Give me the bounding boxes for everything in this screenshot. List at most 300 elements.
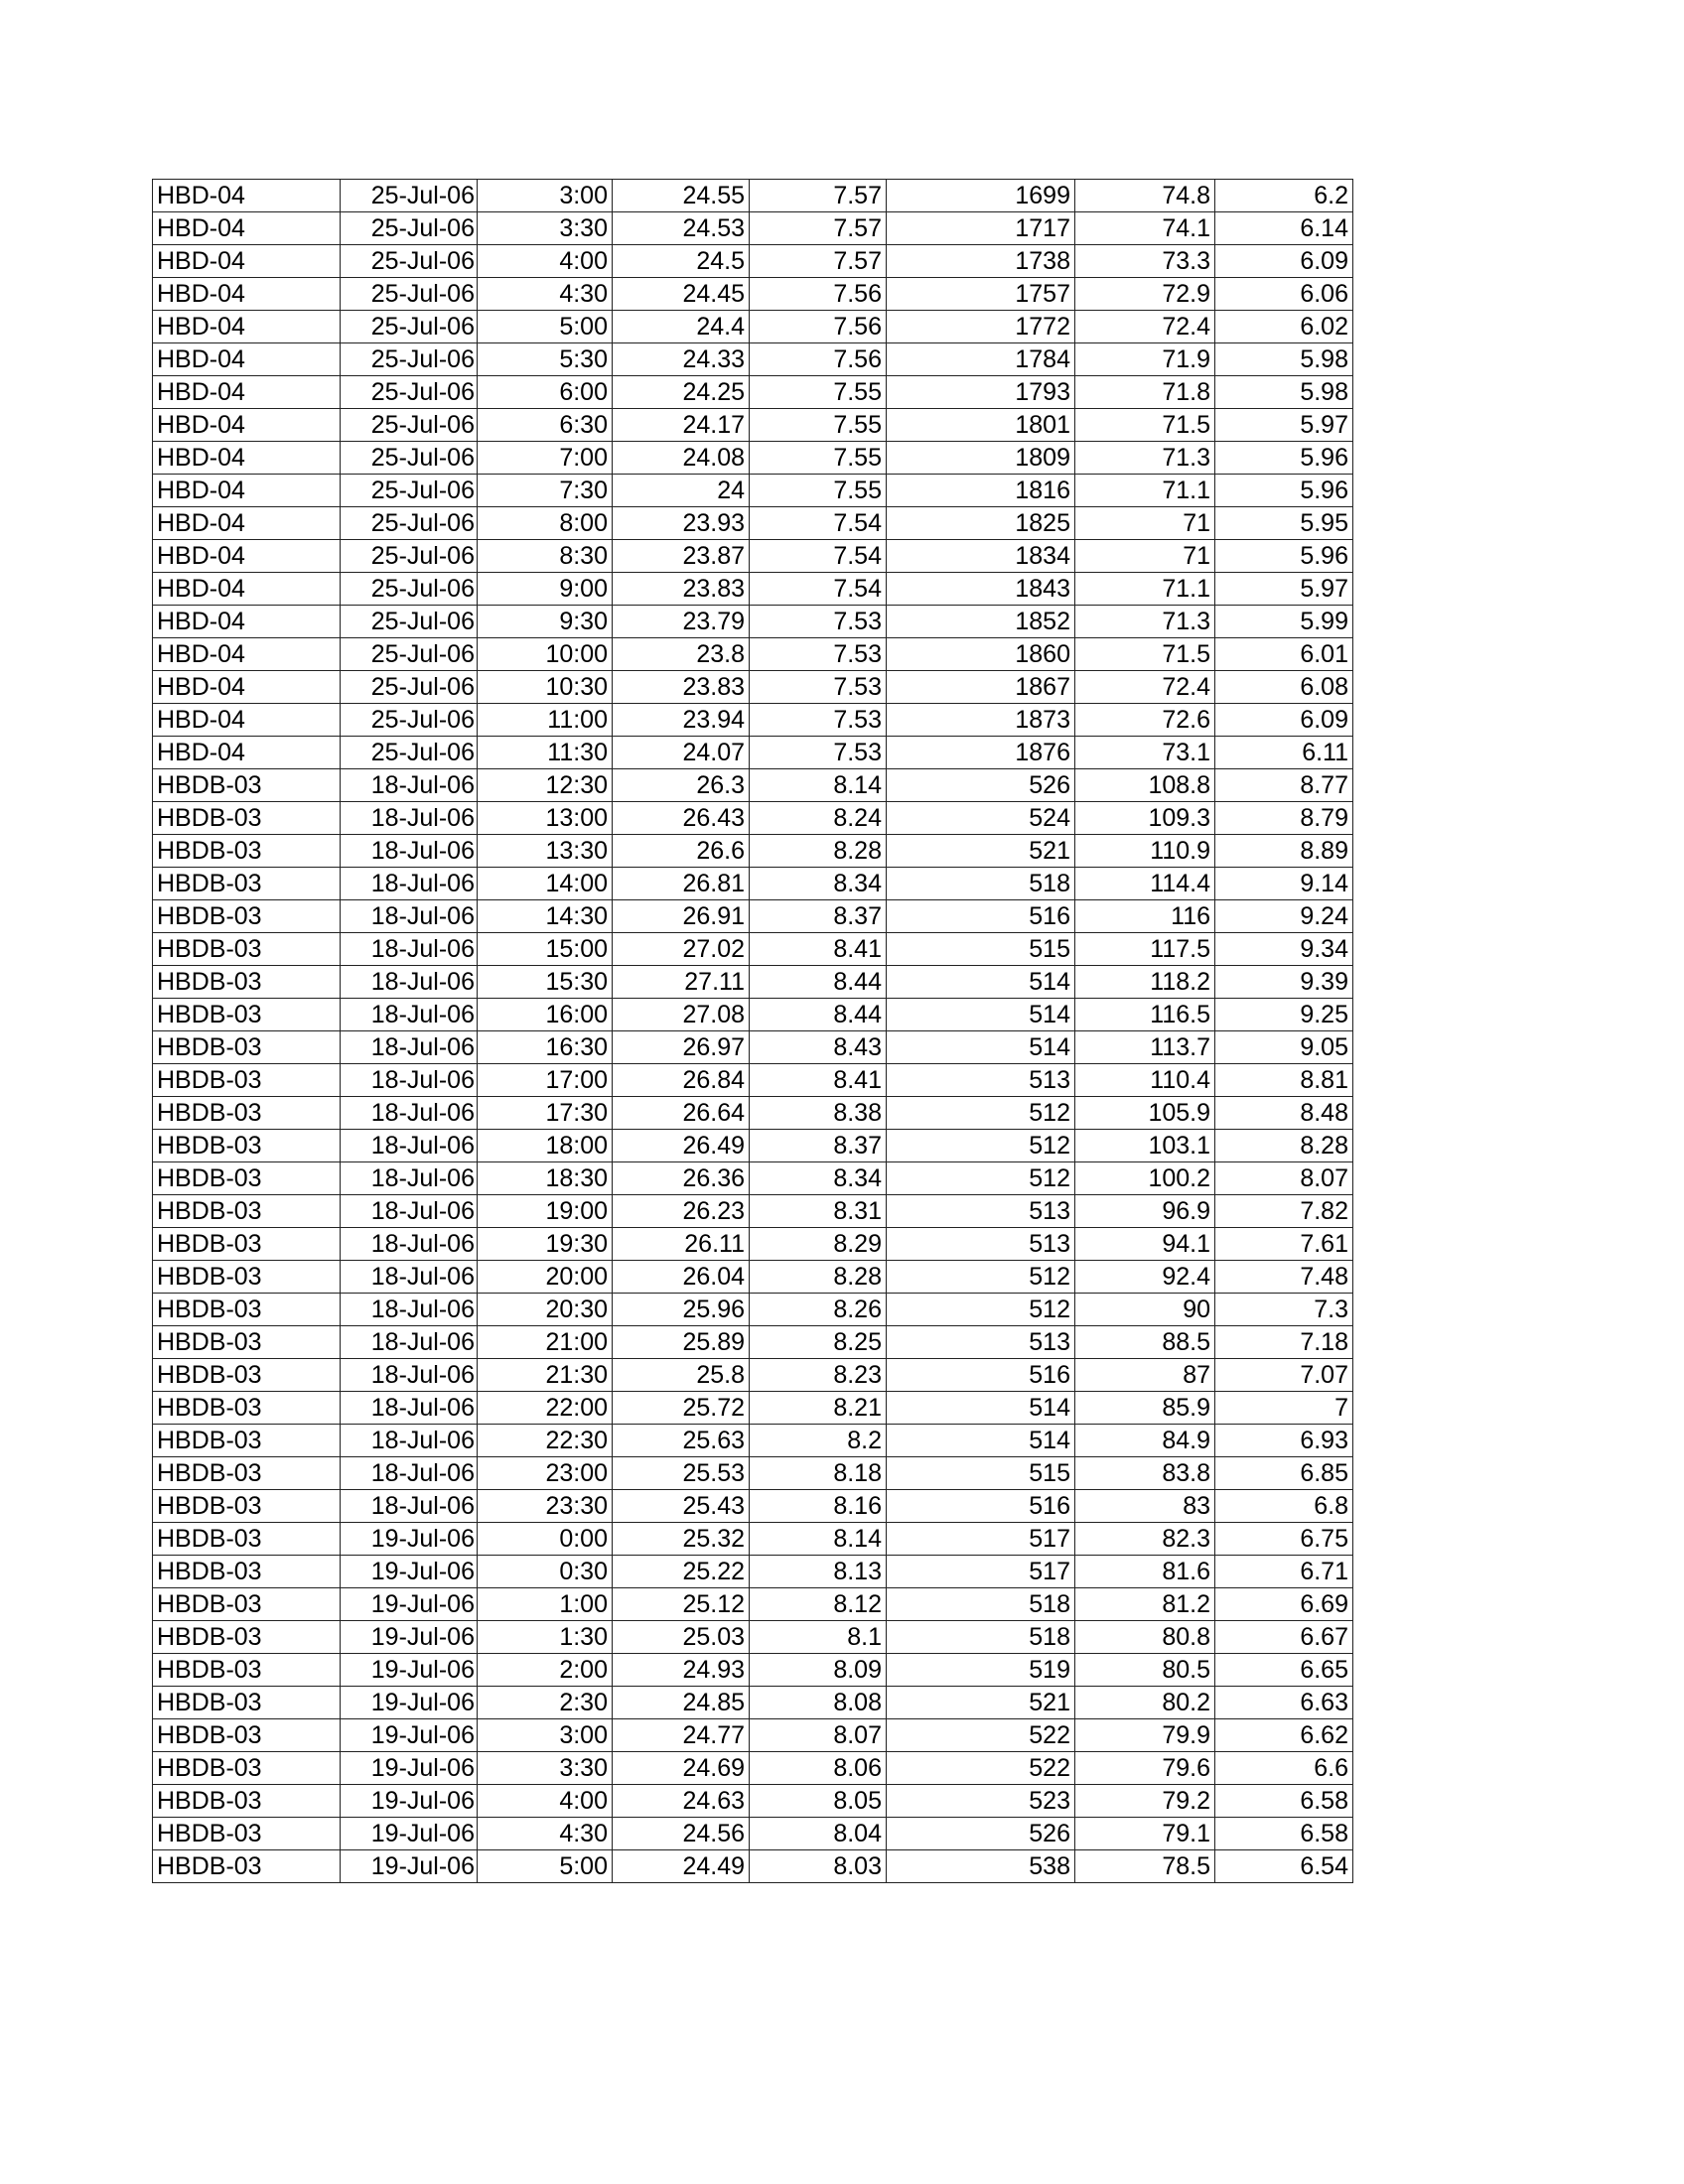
value-cell: 7.48 <box>1215 1261 1353 1294</box>
table-row <box>153 540 1353 573</box>
station-id-cell: HBDB-03 <box>153 1392 341 1425</box>
time-cell: 11:30 <box>478 737 613 769</box>
date-cell: 18-Jul-06 <box>341 1162 478 1195</box>
value-cell: 8.18 <box>750 1457 887 1490</box>
value-cell: 73.3 <box>1075 245 1215 278</box>
value-cell: 1757 <box>887 278 1075 311</box>
value-cell: 7.53 <box>750 704 887 737</box>
value-cell: 5.97 <box>1215 573 1353 606</box>
value-cell: 94.1 <box>1075 1228 1215 1261</box>
table-body <box>153 180 1353 1883</box>
table-row <box>153 1294 1353 1326</box>
value-cell: 116 <box>1075 900 1215 933</box>
time-cell: 17:00 <box>478 1064 613 1097</box>
value-cell: 1876 <box>887 737 1075 769</box>
value-cell: 538 <box>887 1850 1075 1883</box>
value-cell: 23.93 <box>613 507 750 540</box>
value-cell: 1843 <box>887 573 1075 606</box>
value-cell: 513 <box>887 1195 1075 1228</box>
date-cell: 18-Jul-06 <box>341 1490 478 1523</box>
time-cell: 15:30 <box>478 966 613 999</box>
value-cell: 8.44 <box>750 966 887 999</box>
value-cell: 6.8 <box>1215 1490 1353 1523</box>
time-cell: 20:30 <box>478 1294 613 1326</box>
time-cell: 3:00 <box>478 180 613 212</box>
value-cell: 1793 <box>887 376 1075 409</box>
time-cell: 16:30 <box>478 1031 613 1064</box>
value-cell: 81.6 <box>1075 1556 1215 1588</box>
value-cell: 7.54 <box>750 573 887 606</box>
date-cell: 19-Jul-06 <box>341 1556 478 1588</box>
value-cell: 24.08 <box>613 442 750 475</box>
value-cell: 8.12 <box>750 1588 887 1621</box>
time-cell: 22:00 <box>478 1392 613 1425</box>
value-cell: 7.54 <box>750 540 887 573</box>
time-cell: 10:30 <box>478 671 613 704</box>
value-cell: 7.55 <box>750 442 887 475</box>
value-cell: 117.5 <box>1075 933 1215 966</box>
value-cell: 24.77 <box>613 1719 750 1752</box>
date-cell: 25-Jul-06 <box>341 245 478 278</box>
date-cell: 25-Jul-06 <box>341 507 478 540</box>
value-cell: 6.09 <box>1215 704 1353 737</box>
value-cell: 7 <box>1215 1392 1353 1425</box>
value-cell: 71.9 <box>1075 343 1215 376</box>
value-cell: 26.84 <box>613 1064 750 1097</box>
value-cell: 7.56 <box>750 278 887 311</box>
station-id-cell: HBDB-03 <box>153 999 341 1031</box>
table-row <box>153 1359 1353 1392</box>
time-cell: 12:30 <box>478 769 613 802</box>
station-id-cell: HBDB-03 <box>153 1031 341 1064</box>
value-cell: 8.1 <box>750 1621 887 1654</box>
value-cell: 8.14 <box>750 769 887 802</box>
station-id-cell: HBDB-03 <box>153 1064 341 1097</box>
table-row <box>153 999 1353 1031</box>
value-cell: 8.81 <box>1215 1064 1353 1097</box>
time-cell: 0:00 <box>478 1523 613 1556</box>
value-cell: 516 <box>887 900 1075 933</box>
value-cell: 26.23 <box>613 1195 750 1228</box>
station-id-cell: HBD-04 <box>153 540 341 573</box>
station-id-cell: HBDB-03 <box>153 1130 341 1162</box>
value-cell: 1699 <box>887 180 1075 212</box>
value-cell: 71 <box>1075 540 1215 573</box>
time-cell: 20:00 <box>478 1261 613 1294</box>
table-row <box>153 638 1353 671</box>
table-row <box>153 1556 1353 1588</box>
station-id-cell: HBDB-03 <box>153 1162 341 1195</box>
time-cell: 4:30 <box>478 1818 613 1850</box>
value-cell: 512 <box>887 1261 1075 1294</box>
station-id-cell: HBDB-03 <box>153 1523 341 1556</box>
value-cell: 24.5 <box>613 245 750 278</box>
value-cell: 26.91 <box>613 900 750 933</box>
value-cell: 522 <box>887 1752 1075 1785</box>
station-id-cell: HBD-04 <box>153 507 341 540</box>
value-cell: 514 <box>887 1425 1075 1457</box>
value-cell: 25.89 <box>613 1326 750 1359</box>
station-id-cell: HBD-04 <box>153 245 341 278</box>
value-cell: 7.53 <box>750 638 887 671</box>
table-row <box>153 1752 1353 1785</box>
value-cell: 26.3 <box>613 769 750 802</box>
table-row <box>153 409 1353 442</box>
value-cell: 6.01 <box>1215 638 1353 671</box>
time-cell: 10:00 <box>478 638 613 671</box>
value-cell: 79.1 <box>1075 1818 1215 1850</box>
value-cell: 84.9 <box>1075 1425 1215 1457</box>
value-cell: 523 <box>887 1785 1075 1818</box>
date-cell: 18-Jul-06 <box>341 1294 478 1326</box>
value-cell: 526 <box>887 769 1075 802</box>
value-cell: 516 <box>887 1359 1075 1392</box>
value-cell: 72.9 <box>1075 278 1215 311</box>
value-cell: 1852 <box>887 606 1075 638</box>
table-row <box>153 769 1353 802</box>
value-cell: 8.77 <box>1215 769 1353 802</box>
value-cell: 8.43 <box>750 1031 887 1064</box>
value-cell: 118.2 <box>1075 966 1215 999</box>
time-cell: 23:30 <box>478 1490 613 1523</box>
table-row <box>153 311 1353 343</box>
date-cell: 18-Jul-06 <box>341 1326 478 1359</box>
time-cell: 19:30 <box>478 1228 613 1261</box>
station-id-cell: HBDB-03 <box>153 1359 341 1392</box>
table-row <box>153 1523 1353 1556</box>
value-cell: 7.56 <box>750 343 887 376</box>
time-cell: 5:30 <box>478 343 613 376</box>
value-cell: 6.67 <box>1215 1621 1353 1654</box>
table-row <box>153 1785 1353 1818</box>
value-cell: 114.4 <box>1075 868 1215 900</box>
table-row <box>153 1490 1353 1523</box>
value-cell: 7.56 <box>750 311 887 343</box>
value-cell: 6.58 <box>1215 1785 1353 1818</box>
value-cell: 23.94 <box>613 704 750 737</box>
value-cell: 25.72 <box>613 1392 750 1425</box>
station-id-cell: HBDB-03 <box>153 835 341 868</box>
table-row <box>153 737 1353 769</box>
date-cell: 18-Jul-06 <box>341 802 478 835</box>
value-cell: 8.13 <box>750 1556 887 1588</box>
value-cell: 26.36 <box>613 1162 750 1195</box>
station-id-cell: HBDB-03 <box>153 1818 341 1850</box>
time-cell: 21:30 <box>478 1359 613 1392</box>
value-cell: 26.81 <box>613 868 750 900</box>
station-id-cell: HBDB-03 <box>153 1097 341 1130</box>
value-cell: 24.25 <box>613 376 750 409</box>
value-cell: 8.38 <box>750 1097 887 1130</box>
time-cell: 5:00 <box>478 1850 613 1883</box>
value-cell: 1809 <box>887 442 1075 475</box>
time-cell: 18:30 <box>478 1162 613 1195</box>
station-id-cell: HBDB-03 <box>153 1588 341 1621</box>
value-cell: 9.39 <box>1215 966 1353 999</box>
table-row <box>153 507 1353 540</box>
time-cell: 7:00 <box>478 442 613 475</box>
table-row <box>153 966 1353 999</box>
value-cell: 1816 <box>887 475 1075 507</box>
time-cell: 4:30 <box>478 278 613 311</box>
value-cell: 8.48 <box>1215 1097 1353 1130</box>
table-row <box>153 1031 1353 1064</box>
value-cell: 1834 <box>887 540 1075 573</box>
value-cell: 116.5 <box>1075 999 1215 1031</box>
time-cell: 1:00 <box>478 1588 613 1621</box>
date-cell: 25-Jul-06 <box>341 704 478 737</box>
date-cell: 25-Jul-06 <box>341 278 478 311</box>
value-cell: 8.28 <box>1215 1130 1353 1162</box>
table-row <box>153 1588 1353 1621</box>
value-cell: 6.14 <box>1215 212 1353 245</box>
time-cell: 13:00 <box>478 802 613 835</box>
value-cell: 6.58 <box>1215 1818 1353 1850</box>
value-cell: 25.43 <box>613 1490 750 1523</box>
date-cell: 18-Jul-06 <box>341 966 478 999</box>
value-cell: 7.57 <box>750 245 887 278</box>
station-id-cell: HBD-04 <box>153 409 341 442</box>
time-cell: 17:30 <box>478 1097 613 1130</box>
time-cell: 3:30 <box>478 1752 613 1785</box>
time-cell: 2:00 <box>478 1654 613 1687</box>
date-cell: 19-Jul-06 <box>341 1687 478 1719</box>
value-cell: 6.75 <box>1215 1523 1353 1556</box>
table-row <box>153 1392 1353 1425</box>
value-cell: 71.3 <box>1075 606 1215 638</box>
date-cell: 18-Jul-06 <box>341 999 478 1031</box>
value-cell: 9.24 <box>1215 900 1353 933</box>
value-cell: 8.44 <box>750 999 887 1031</box>
time-cell: 7:30 <box>478 475 613 507</box>
table-row <box>153 212 1353 245</box>
value-cell: 513 <box>887 1326 1075 1359</box>
table-row <box>153 180 1353 212</box>
table-row <box>153 1425 1353 1457</box>
table-row <box>153 900 1353 933</box>
value-cell: 7.18 <box>1215 1326 1353 1359</box>
value-cell: 92.4 <box>1075 1261 1215 1294</box>
value-cell: 26.43 <box>613 802 750 835</box>
value-cell: 25.03 <box>613 1621 750 1654</box>
value-cell: 27.02 <box>613 933 750 966</box>
table-row <box>153 1130 1353 1162</box>
value-cell: 8.06 <box>750 1752 887 1785</box>
value-cell: 8.41 <box>750 1064 887 1097</box>
value-cell: 8.04 <box>750 1818 887 1850</box>
time-cell: 0:30 <box>478 1556 613 1588</box>
station-id-cell: HBD-04 <box>153 606 341 638</box>
time-cell: 16:00 <box>478 999 613 1031</box>
date-cell: 25-Jul-06 <box>341 638 478 671</box>
value-cell: 524 <box>887 802 1075 835</box>
date-cell: 18-Jul-06 <box>341 900 478 933</box>
station-id-cell: HBDB-03 <box>153 1294 341 1326</box>
time-cell: 14:30 <box>478 900 613 933</box>
time-cell: 3:30 <box>478 212 613 245</box>
value-cell: 71.8 <box>1075 376 1215 409</box>
value-cell: 517 <box>887 1556 1075 1588</box>
value-cell: 7.61 <box>1215 1228 1353 1261</box>
time-cell: 3:00 <box>478 1719 613 1752</box>
value-cell: 8.37 <box>750 1130 887 1162</box>
value-cell: 26.64 <box>613 1097 750 1130</box>
station-id-cell: HBDB-03 <box>153 1425 341 1457</box>
value-cell: 73.1 <box>1075 737 1215 769</box>
value-cell: 8.07 <box>750 1719 887 1752</box>
station-id-cell: HBDB-03 <box>153 1654 341 1687</box>
date-cell: 25-Jul-06 <box>341 180 478 212</box>
value-cell: 6.54 <box>1215 1850 1353 1883</box>
value-cell: 108.8 <box>1075 769 1215 802</box>
value-cell: 8.09 <box>750 1654 887 1687</box>
value-cell: 8.41 <box>750 933 887 966</box>
data-table <box>152 179 1353 1883</box>
value-cell: 513 <box>887 1228 1075 1261</box>
date-cell: 25-Jul-06 <box>341 311 478 343</box>
value-cell: 23.87 <box>613 540 750 573</box>
station-id-cell: HBD-04 <box>153 737 341 769</box>
station-id-cell: HBD-04 <box>153 704 341 737</box>
station-id-cell: HBD-04 <box>153 638 341 671</box>
time-cell: 18:00 <box>478 1130 613 1162</box>
table-row <box>153 573 1353 606</box>
station-id-cell: HBDB-03 <box>153 1195 341 1228</box>
value-cell: 26.49 <box>613 1130 750 1162</box>
value-cell: 6.06 <box>1215 278 1353 311</box>
time-cell: 6:30 <box>478 409 613 442</box>
value-cell: 71.5 <box>1075 409 1215 442</box>
value-cell: 80.5 <box>1075 1654 1215 1687</box>
date-cell: 19-Jul-06 <box>341 1719 478 1752</box>
date-cell: 25-Jul-06 <box>341 343 478 376</box>
station-id-cell: HBDB-03 <box>153 966 341 999</box>
value-cell: 7.57 <box>750 180 887 212</box>
value-cell: 79.9 <box>1075 1719 1215 1752</box>
value-cell: 24.17 <box>613 409 750 442</box>
date-cell: 18-Jul-06 <box>341 1097 478 1130</box>
date-cell: 18-Jul-06 <box>341 1130 478 1162</box>
table-row <box>153 1719 1353 1752</box>
value-cell: 71 <box>1075 507 1215 540</box>
station-id-cell: HBD-04 <box>153 343 341 376</box>
value-cell: 8.31 <box>750 1195 887 1228</box>
date-cell: 19-Jul-06 <box>341 1785 478 1818</box>
value-cell: 74.1 <box>1075 212 1215 245</box>
date-cell: 19-Jul-06 <box>341 1818 478 1850</box>
value-cell: 1784 <box>887 343 1075 376</box>
date-cell: 18-Jul-06 <box>341 1457 478 1490</box>
value-cell: 516 <box>887 1490 1075 1523</box>
value-cell: 81.2 <box>1075 1588 1215 1621</box>
table-row <box>153 1687 1353 1719</box>
value-cell: 85.9 <box>1075 1392 1215 1425</box>
value-cell: 518 <box>887 1621 1075 1654</box>
value-cell: 513 <box>887 1064 1075 1097</box>
station-id-cell: HBDB-03 <box>153 1326 341 1359</box>
station-id-cell: HBD-04 <box>153 212 341 245</box>
time-cell: 13:30 <box>478 835 613 868</box>
station-id-cell: HBD-04 <box>153 573 341 606</box>
value-cell: 1801 <box>887 409 1075 442</box>
value-cell: 27.11 <box>613 966 750 999</box>
value-cell: 6.71 <box>1215 1556 1353 1588</box>
value-cell: 25.63 <box>613 1425 750 1457</box>
value-cell: 23.8 <box>613 638 750 671</box>
value-cell: 1738 <box>887 245 1075 278</box>
table-row <box>153 1326 1353 1359</box>
value-cell: 517 <box>887 1523 1075 1556</box>
date-cell: 18-Jul-06 <box>341 1228 478 1261</box>
time-cell: 11:00 <box>478 704 613 737</box>
station-id-cell: HBD-04 <box>153 311 341 343</box>
value-cell: 5.96 <box>1215 540 1353 573</box>
value-cell: 1860 <box>887 638 1075 671</box>
value-cell: 7.53 <box>750 606 887 638</box>
date-cell: 18-Jul-06 <box>341 1031 478 1064</box>
value-cell: 5.97 <box>1215 409 1353 442</box>
time-cell: 21:00 <box>478 1326 613 1359</box>
value-cell: 521 <box>887 1687 1075 1719</box>
station-id-cell: HBDB-03 <box>153 900 341 933</box>
value-cell: 79.6 <box>1075 1752 1215 1785</box>
station-id-cell: HBDB-03 <box>153 1621 341 1654</box>
value-cell: 72.4 <box>1075 671 1215 704</box>
station-id-cell: HBDB-03 <box>153 1261 341 1294</box>
value-cell: 24.63 <box>613 1785 750 1818</box>
value-cell: 8.28 <box>750 835 887 868</box>
value-cell: 24.56 <box>613 1818 750 1850</box>
date-cell: 18-Jul-06 <box>341 1261 478 1294</box>
table-row <box>153 442 1353 475</box>
station-id-cell: HBDB-03 <box>153 1490 341 1523</box>
time-cell: 5:00 <box>478 311 613 343</box>
value-cell: 96.9 <box>1075 1195 1215 1228</box>
date-cell: 25-Jul-06 <box>341 409 478 442</box>
date-cell: 18-Jul-06 <box>341 1425 478 1457</box>
value-cell: 6.93 <box>1215 1425 1353 1457</box>
value-cell: 7.55 <box>750 376 887 409</box>
value-cell: 90 <box>1075 1294 1215 1326</box>
value-cell: 74.8 <box>1075 180 1215 212</box>
table-row <box>153 1261 1353 1294</box>
value-cell: 6.02 <box>1215 311 1353 343</box>
value-cell: 515 <box>887 1457 1075 1490</box>
value-cell: 25.22 <box>613 1556 750 1588</box>
table-row <box>153 704 1353 737</box>
value-cell: 27.08 <box>613 999 750 1031</box>
value-cell: 6.85 <box>1215 1457 1353 1490</box>
value-cell: 8.16 <box>750 1490 887 1523</box>
time-cell: 4:00 <box>478 1785 613 1818</box>
value-cell: 79.2 <box>1075 1785 1215 1818</box>
value-cell: 514 <box>887 1392 1075 1425</box>
value-cell: 7.53 <box>750 671 887 704</box>
value-cell: 25.53 <box>613 1457 750 1490</box>
date-cell: 25-Jul-06 <box>341 212 478 245</box>
time-cell: 15:00 <box>478 933 613 966</box>
value-cell: 9.34 <box>1215 933 1353 966</box>
value-cell: 78.5 <box>1075 1850 1215 1883</box>
date-cell: 25-Jul-06 <box>341 737 478 769</box>
station-id-cell: HBDB-03 <box>153 1228 341 1261</box>
value-cell: 71.1 <box>1075 475 1215 507</box>
date-cell: 25-Jul-06 <box>341 573 478 606</box>
value-cell: 25.32 <box>613 1523 750 1556</box>
station-id-cell: HBD-04 <box>153 442 341 475</box>
value-cell: 110.4 <box>1075 1064 1215 1097</box>
date-cell: 19-Jul-06 <box>341 1752 478 1785</box>
